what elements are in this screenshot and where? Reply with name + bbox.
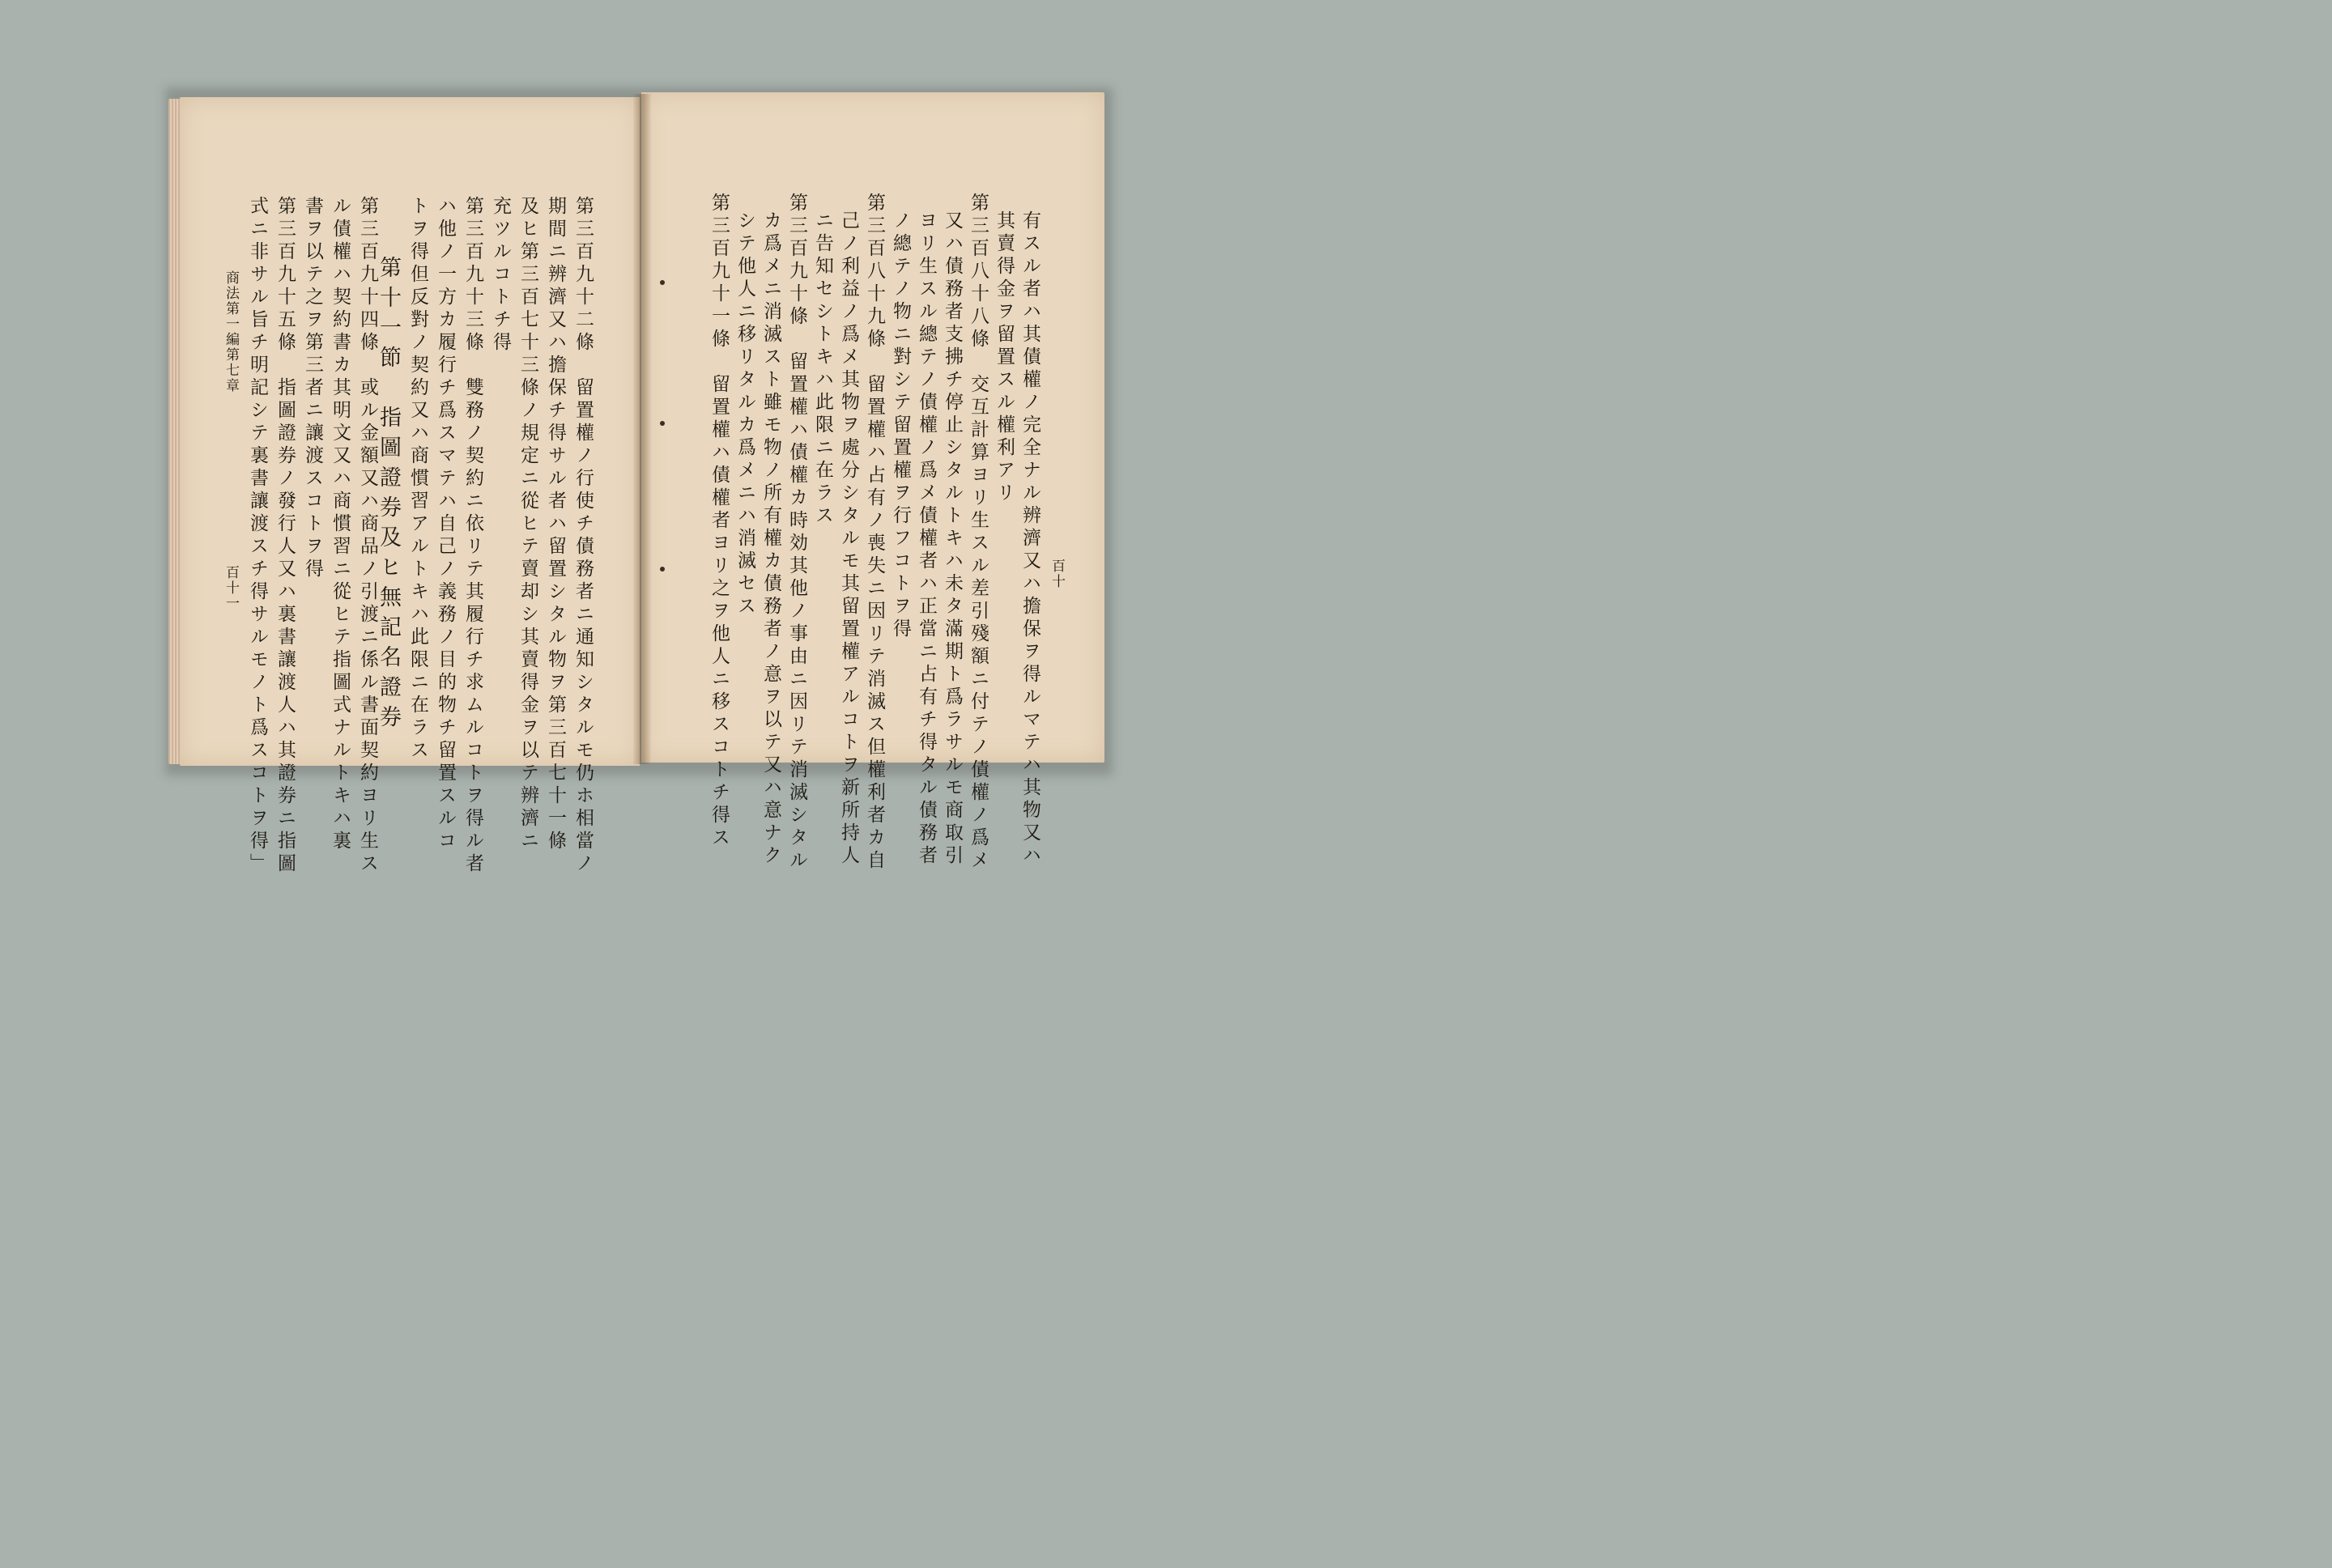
text-line: シテ他人ニ移リタルカ爲メニハ消滅セス <box>734 210 755 618</box>
text-line: 期間ニ辨濟又ハ擔保チ得サル者ハ留置シタル物ヲ第三百七十一條 <box>545 196 566 853</box>
text-line: 第三百九十五條 指圖證券ノ發行人又ハ裏書讓渡人ハ其證券ニ指圖 <box>274 196 296 876</box>
text-line: 第三百八十八條 交互計算ヨリ生スル差引殘額ニ付テノ債權ノ爲メ <box>968 193 989 873</box>
text-line: ノ總テノ物ニ對シテ留置權ヲ行フコトヲ得 <box>890 210 911 641</box>
page-number: 百十 <box>1049 559 1065 589</box>
right-page <box>641 92 1104 873</box>
binding-hole <box>660 421 665 426</box>
text-line: 第三百九十條 留置權ハ債權カ時効其他ノ事由ニ因リテ消滅シタル <box>786 193 807 873</box>
running-head: 商法第一編第七章 <box>223 270 239 393</box>
text-line: 第三百九十四條 或ル金額又ハ商品ノ引渡ニ係ル書面契約ヨリ生ス <box>357 196 378 876</box>
text-line: ハ他ノ一方カ履行チ爲スマテハ自己ノ義務ノ目的物チ留置スルコ <box>435 196 456 853</box>
text-line: 其賣得金ヲ留置スル權利アリ <box>994 210 1015 505</box>
section-heading: 第十一節 指圖證券及ヒ無記名證券 <box>376 256 401 735</box>
text-line: 式ニ非サル旨チ明記シテ裏書讓渡スチ得サルモノト爲スコトヲ得」 <box>247 196 268 876</box>
text-line: 第三百九十二條 留置權ノ行使チ債務者ニ通知シタルモ仍ホ相當ノ <box>572 196 594 876</box>
text-line: トヲ得但反對ノ契約又ハ商慣習アルトキハ此限ニ在ラス <box>407 196 428 763</box>
text-line: ニ告知セシトキハ此限ニ在ラス <box>812 210 833 528</box>
text-line: 充ツルコトチ得 <box>490 196 511 355</box>
text-line: 第三百九十一條 留置權ハ債權者ヨリ之ヲ他人ニ移スコトチ得ス <box>709 193 730 850</box>
text-line: 有スル者ハ其債權ノ完全ナル辨濟又ハ擔保ヲ得ルマテハ其物又ハ <box>1019 210 1040 868</box>
left-page <box>180 97 640 876</box>
text-line: カ爲メニ消滅スト雖モ物ノ所有權カ債務者ノ意ヲ以テ又ハ意ナク <box>760 210 781 868</box>
binding-hole <box>660 280 665 285</box>
text-line: 及ヒ第三百七十三條ノ規定ニ從ヒテ賣却シ其賣得金ヲ以テ辨濟ニ <box>517 196 538 853</box>
text-line: 第三百八十九條 留置權ハ占有ノ喪失ニ因リテ消滅ス但權利者カ自 <box>864 193 885 873</box>
binding-hole <box>660 567 665 572</box>
text-line: ル債權ハ契約書カ其明文又ハ商慣習ニ從ヒテ指圖式ナルトキハ裏 <box>330 196 351 853</box>
text-line: 書ヲ以テ之ヲ第三者ニ讓渡スコトヲ得 <box>302 196 323 581</box>
text-line: 己ノ利益ノ爲メ其物ヲ處分シタルモ其留置權アルコトヲ新所持人 <box>838 210 859 868</box>
page-number: 百十一 <box>223 565 239 611</box>
book-gutter <box>633 94 651 764</box>
text-line: 第三百九十三條 雙務ノ契約ニ依リテ其履行チ求ムルコトヲ得ル者 <box>462 196 483 876</box>
text-line: 又ハ債務者支拂チ停止シタルトキハ未タ滿期ト爲ラサルモ商取引 <box>942 210 963 868</box>
text-line: ヨリ生スル總テノ債權ノ爲メ債權者ハ正當ニ占有チ得タル債務者 <box>916 210 937 868</box>
